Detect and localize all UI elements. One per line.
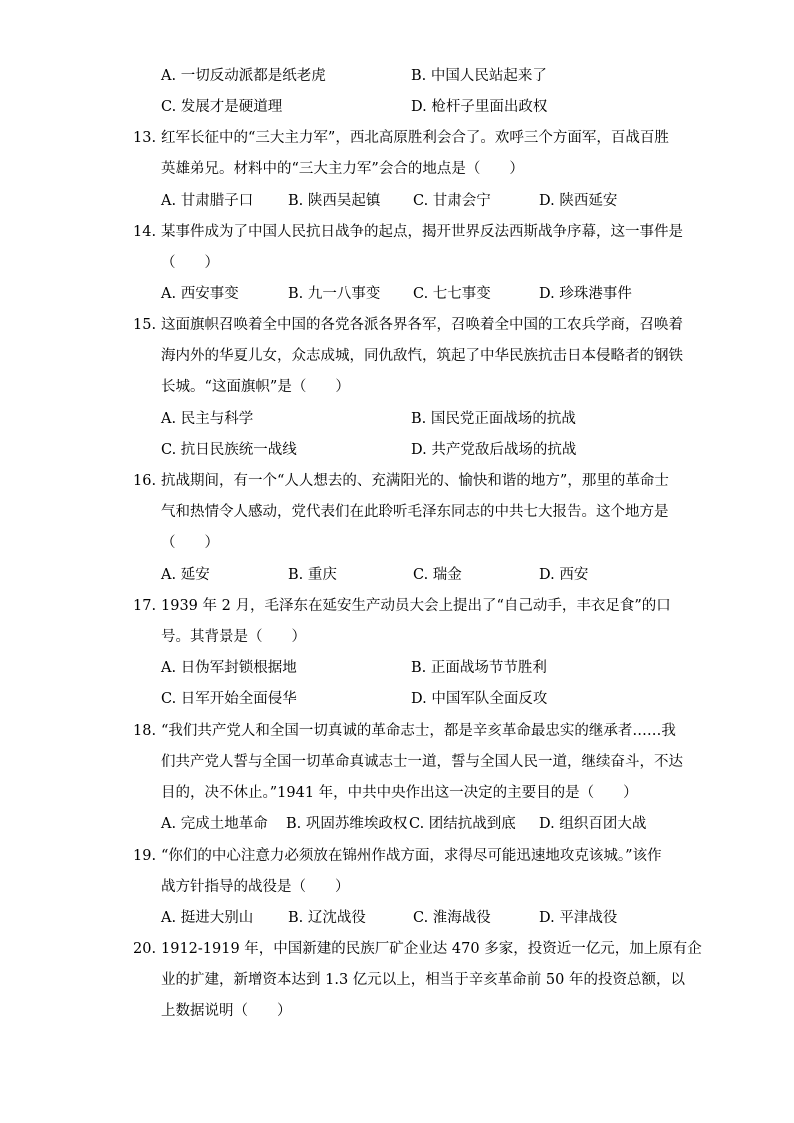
option-a: A. 日伪军封锁根据地 [161, 660, 297, 676]
question-number: 13. [133, 130, 157, 146]
question-text: “我们共产党人和全国一切真诚的革命志士，都是辛亥革命最忠实的继承者……我 [161, 723, 676, 739]
question-text: （ ） [161, 535, 219, 551]
option-d: D. 西安 [539, 567, 589, 583]
question-text: 英雄弟兄。材料中的“三大主力军”会合的地点是（ ） [161, 161, 524, 177]
prev-option-d: D. 枪杆子里面出政权 [411, 99, 548, 115]
option-b: B. 九一八事变 [288, 286, 381, 302]
prev-option-b: B. 中国人民站起来了 [411, 68, 547, 84]
option-d: D. 珍珠港事件 [539, 286, 632, 302]
option-b: B. 重庆 [288, 567, 337, 583]
question-text: “你们的中心注意力必须放在锦州作战方面，求得尽可能迅速地攻克该城。”该作 [161, 848, 662, 864]
question-text: 上数据说明（ ） [161, 1003, 292, 1019]
option-a: A. 民主与科学 [161, 411, 254, 427]
question-text: 战方针指导的战役是（ ） [161, 879, 350, 895]
option-d: D. 陕西延安 [539, 193, 618, 209]
option-c: C. 七七事变 [413, 286, 491, 302]
question-number: 18. [133, 723, 157, 739]
question-number: 19. [133, 848, 157, 864]
option-d: D. 共产党敌后战场的抗战 [411, 442, 577, 458]
question-text: 某事件成为了中国人民抗日战争的起点，揭开世界反法西斯战争序幕，这一事件是 [161, 224, 683, 240]
question-text: 目的，决不休止。”1941 年，中共中央作出这一决定的主要目的是（ ） [161, 785, 638, 801]
option-d: D. 平津战役 [539, 910, 618, 926]
option-c: C. 抗日民族统一战线 [161, 442, 297, 458]
question-number: 15. [133, 317, 157, 333]
question-number: 16. [133, 473, 157, 489]
option-b: B. 陕西吴起镇 [288, 193, 381, 209]
option-a: A. 甘肃腊子口 [161, 193, 254, 209]
question-number: 14. [133, 224, 157, 240]
option-c: C. 淮海战役 [413, 910, 491, 926]
question-text: 1939 年 2 月，毛泽东在延安生产动员大会上提出了“自己动手，丰衣足食”的口 [161, 598, 671, 614]
question-text: 们共产党人誓与全国一切革命真诚志士一道，誓与全国人民一道，继续奋斗，不达 [161, 754, 683, 770]
option-c: C. 团结抗战到底 [409, 816, 516, 832]
question-text: 长城。“这面旗帜”是（ ） [161, 379, 350, 395]
option-b: B. 正面战场节节胜利 [411, 660, 547, 676]
option-d: D. 中国军队全面反攻 [411, 691, 548, 707]
option-a: A. 完成土地革命 [161, 816, 268, 832]
question-text: 红军长征中的“三大主力军”，西北高原胜利会合了。欢呼三个方面军，百战百胜 [161, 130, 669, 146]
option-b: B. 辽沈战役 [288, 910, 366, 926]
question-number: 20. [133, 941, 157, 957]
question-number: 17. [133, 598, 157, 614]
question-text: 海内外的华夏儿女，众志成城，同仇敌忾，筑起了中华民族抗击日本侵略者的钢铁 [161, 348, 683, 364]
option-c: C. 日军开始全面侵华 [161, 691, 297, 707]
option-a: A. 挺进大别山 [161, 910, 254, 926]
option-b: B. 巩固苏维埃政权 [286, 816, 408, 832]
question-text: （ ） [161, 255, 219, 271]
question-text: 业的扩建，新增资本达到 1.3 亿元以上，相当于辛亥革命前 50 年的投资总额，以 [161, 972, 685, 988]
option-a: A. 延安 [161, 567, 210, 583]
option-a: A. 西安事变 [161, 286, 239, 302]
option-c: C. 瑞金 [413, 567, 462, 583]
question-text: 1912-1919 年，中国新建的民族厂矿企业达 470 多家，投资近一亿元，加上原有企 [161, 941, 702, 957]
prev-option-c: C. 发展才是硬道理 [161, 99, 283, 115]
question-text: 气和热情令人感动，党代表们在此聆听毛泽东同志的中共七大报告。这个地方是 [161, 504, 669, 520]
question-text: 抗战期间，有一个“人人想去的、充满阳光的、愉快和谐的地方”，那里的革命士 [161, 473, 669, 489]
option-b: B. 国民党正面战场的抗战 [411, 411, 576, 427]
question-text: 号。其背景是（ ） [161, 629, 306, 645]
prev-option-a: A. 一切反动派都是纸老虎 [161, 68, 326, 84]
question-text: 这面旗帜召唤着全中国的各党各派各界各军，召唤着全中国的工农兵学商，召唤着 [161, 317, 683, 333]
option-d: D. 组织百团大战 [539, 816, 647, 832]
option-c: C. 甘肃会宁 [413, 193, 491, 209]
